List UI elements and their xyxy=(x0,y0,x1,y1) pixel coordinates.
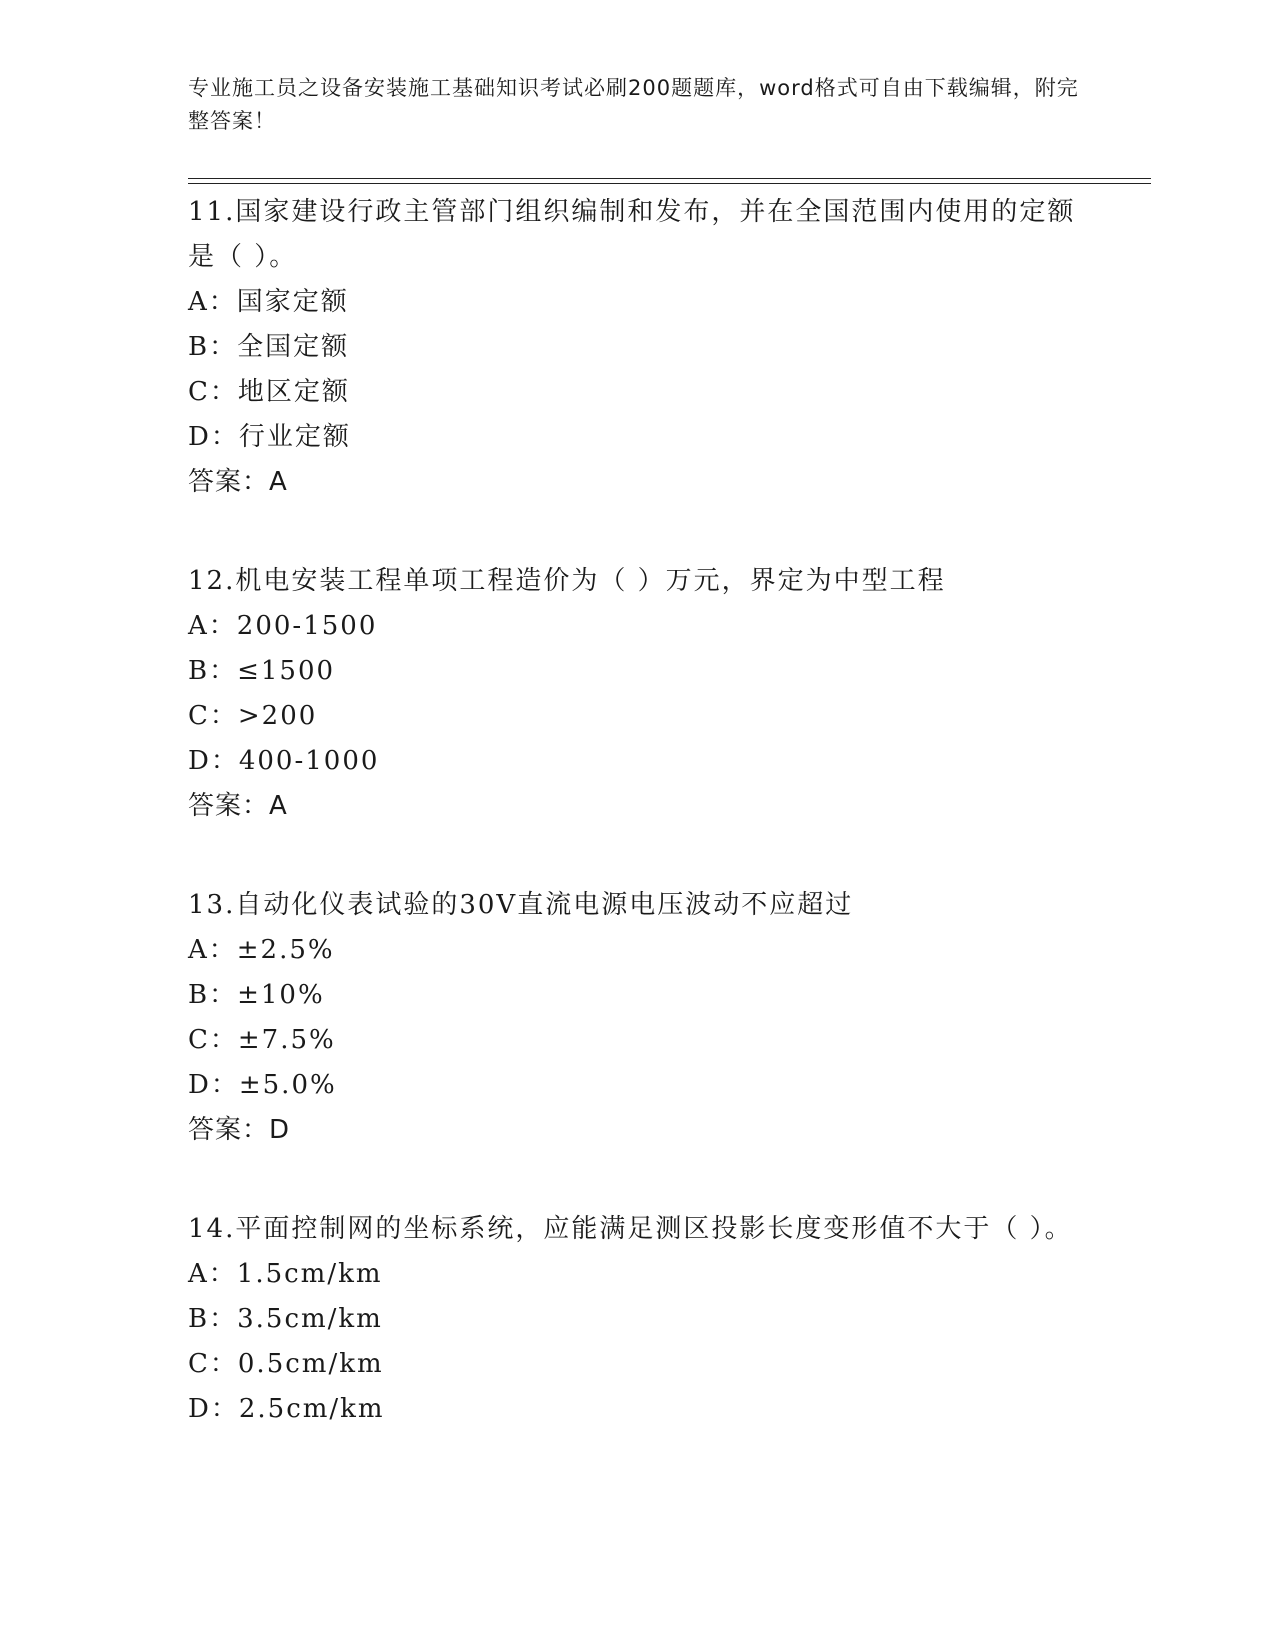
question-stem: 14.平面控制网的坐标系统，应能满足测区投影长度变形值不大于（ ）。 xyxy=(188,1214,1073,1244)
option-c: C：±7.5% xyxy=(188,1025,336,1055)
header-divider-top xyxy=(188,178,1151,179)
option-b: B：3.5cm/km xyxy=(188,1304,383,1334)
header-divider-bottom xyxy=(188,183,1151,184)
option-b: B：≤1500 xyxy=(188,656,336,686)
option-a: A：200-1500 xyxy=(188,611,378,641)
answer: 答案：D xyxy=(188,1115,291,1145)
question-list xyxy=(188,190,1088,1486)
option-c: C：地区定额 xyxy=(188,377,350,407)
option-b: B：±10% xyxy=(188,980,325,1010)
option-d: D：±5.0% xyxy=(188,1070,337,1100)
question-13 xyxy=(188,883,1088,1153)
option-a: A：±2.5% xyxy=(188,935,335,965)
option-a: A：国家定额 xyxy=(188,287,349,317)
question-stem: 11.国家建设行政主管部门组织编制和发布，并在全国范围内使用的定额是（ ）。 xyxy=(188,197,1076,272)
option-d: D：2.5cm/km xyxy=(188,1394,385,1424)
question-11 xyxy=(188,190,1088,505)
option-d: D：行业定额 xyxy=(188,422,351,452)
question-stem: 13.自动化仪表试验的30V直流电源电压波动不应超过 xyxy=(188,890,854,920)
option-d: D：400-1000 xyxy=(188,746,380,776)
question-12 xyxy=(188,559,1088,829)
document-header: 专业施工员之设备安装施工基础知识考试必刷200题题库，word格式可自由下载编辑，附完整答案！ xyxy=(188,76,1079,133)
answer: 答案：A xyxy=(188,791,288,821)
option-c: C：0.5cm/km xyxy=(188,1349,384,1379)
option-a: A：1.5cm/km xyxy=(188,1259,383,1289)
question-14 xyxy=(188,1207,1088,1432)
answer: 答案：A xyxy=(188,467,288,497)
option-c: C：>200 xyxy=(188,701,318,731)
question-stem: 12.机电安装工程单项工程造价为（ ）万元，界定为中型工程 xyxy=(188,566,946,596)
option-b: B：全国定额 xyxy=(188,332,350,362)
